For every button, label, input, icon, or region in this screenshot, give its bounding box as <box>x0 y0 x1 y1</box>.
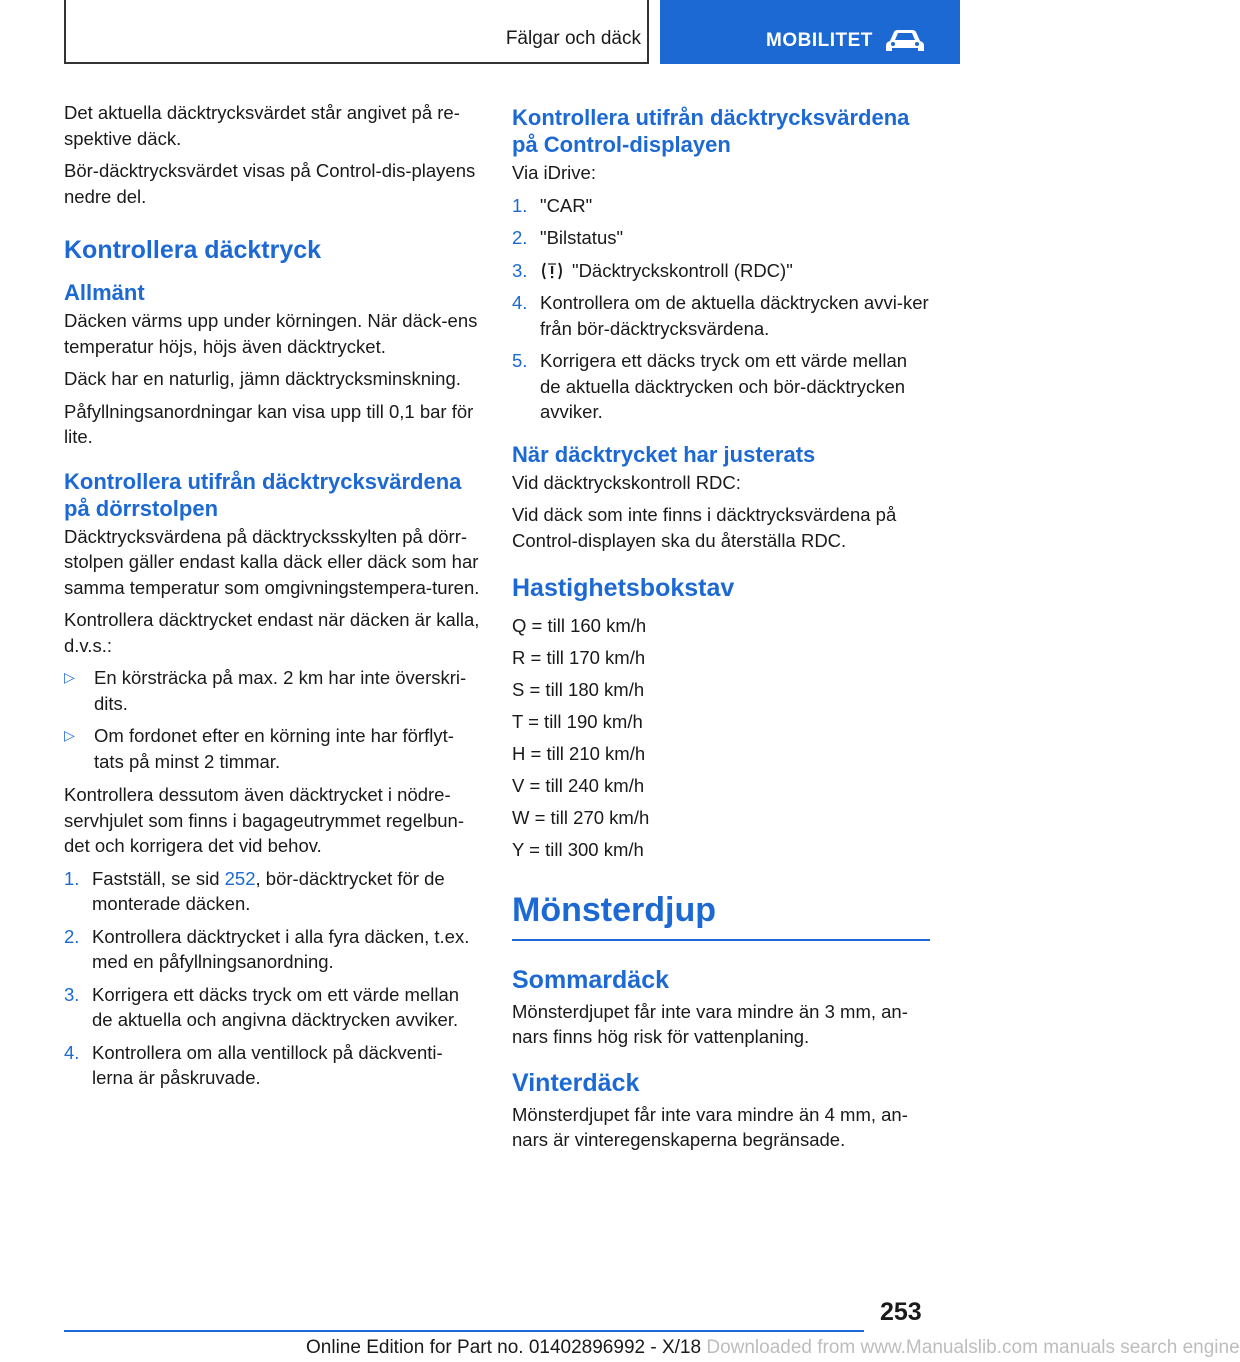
chapter-tab <box>660 0 960 64</box>
paragraph: Kontrollera däcktrycket endast när däcken är kalla, d.v.s.: <box>64 609 480 656</box>
list-item: T = till 190 km/h <box>512 711 643 732</box>
heading-after-adjustment: När däcktrycket har justerats <box>512 441 816 467</box>
heading-tread-depth: Mönsterdjup <box>512 889 930 941</box>
heading-summer-tires: Sommardäck <box>512 965 670 994</box>
list-item: 1. "CAR" <box>512 194 593 216</box>
paragraph: Vid däcktryckskontroll RDC: <box>512 471 741 493</box>
section-title: Fälgar och däck <box>505 28 641 49</box>
speed-rating-list <box>512 613 930 863</box>
list-item: 1. Fastställ, se sid 252, bör-däcktrycket för de monterade däcken. <box>64 867 445 914</box>
paragraph: Däck har en naturlig, jämn däcktrycksminskning. <box>64 368 461 389</box>
paragraph: Däcken värms upp under körningen. När däck-ens temperatur höjs, höjs även däcktrycket. <box>64 310 478 357</box>
page-number: 253 <box>880 1298 922 1326</box>
page-link[interactable]: 252 <box>224 867 256 889</box>
list-item: 2. Kontrollera däcktrycket i alla fyra däcken, t.ex. med en påfyllningsanordning. <box>64 925 470 972</box>
download-watermark: Downloaded from www.Manualslib.com manuals search engine <box>706 1337 1240 1358</box>
heading-display-values: Kontrollera utifrån däcktrycksvärdena på Control-displayen <box>512 105 910 157</box>
steps-list <box>64 866 482 1091</box>
list-item: H = till 210 km/h <box>512 743 646 764</box>
tire-pressure-warning-icon <box>540 261 564 281</box>
paragraph: Via iDrive: <box>512 162 596 183</box>
list-item: Y = till 300 km/h <box>512 839 644 860</box>
triangle-bullet-icon: ▷ <box>64 727 75 743</box>
header-section-box <box>64 0 649 64</box>
list-item: 5. Korrigera ett däcks tryck om ett värde mellan de aktuella däcktrycken och bör-däcktrycken avviker. <box>512 350 908 422</box>
paragraph: Mönsterdjupet får inte vara mindre än 3 mm, an-nars finns hög risk för vattenplaning. <box>512 1000 908 1047</box>
paragraph: Påfyllningsanordningar kan visa upp till 0,1 bar för lite. <box>64 400 474 447</box>
right-column <box>512 100 930 1160</box>
list-item: 4. Kontrollera om alla ventillock på däckventi-lerna är påskruvade. <box>64 1041 443 1088</box>
paragraph: Vid däck som inte finns i däcktrycksvärdena på Control-displayen ska du återställa RDC. <box>512 504 897 551</box>
list-item: 3. "Däcktryckskontroll (RDC)" <box>512 259 793 281</box>
paragraph: Mönsterdjupet får inte vara mindre än 4 mm, an-nars är vinteregenskaperna begränsade. <box>512 1103 908 1150</box>
heading-check-tire-pressure: Kontrollera däcktryck <box>64 236 322 264</box>
paragraph: Det aktuella däcktrycksvärdet står angivet på re-spektive däck. <box>64 102 460 149</box>
left-column <box>64 100 482 1099</box>
list-item: 3. Korrigera ett däcks tryck om ett värde mellan de aktuella och angivna däcktrycken avviker. <box>64 983 460 1030</box>
list-item: 2. "Bilstatus" <box>512 227 624 248</box>
paragraph: Bör-däcktrycksvärdet visas på Control-dis-playens nedre del. <box>64 160 476 207</box>
list-item: ▷ Om fordonet efter en körning inte har förflyt-tats på minst 2 timmar. <box>64 725 454 772</box>
list-item: R = till 170 km/h <box>512 647 646 668</box>
triangle-bullet-icon: ▷ <box>64 669 75 685</box>
list-item: ▷ En körsträcka på max. 2 km har inte överskri-dits. <box>64 667 467 714</box>
list-item: Q = till 160 km/h <box>512 615 647 636</box>
list-item: 4. Kontrollera om de aktuella däcktrycken avvi-ker från bör-däcktrycksvärdena. <box>512 292 929 339</box>
heading-winter-tires: Vinterdäck <box>512 1068 640 1097</box>
chapter-label: MOBILITET <box>766 30 873 51</box>
car-icon <box>884 27 926 55</box>
list-item: S = till 180 km/h <box>512 679 645 700</box>
bullet-list <box>64 665 482 774</box>
footer-text <box>306 1337 1240 1359</box>
heading-general: Allmänt <box>64 280 145 305</box>
list-item: W = till 270 km/h <box>512 807 650 828</box>
edition-text: Online Edition for Part no. 01402896992 - X/18 <box>306 1337 702 1358</box>
footer-divider <box>64 1330 864 1332</box>
heading-doorpost-values: Kontrollera utifrån däcktrycksvärdena på dörrstolpen <box>64 468 462 521</box>
paragraph: Kontrollera dessutom även däcktrycket i nödre-servhjulet som finns i bagageutrymmet regelbun-det och korrigera det vid behov. <box>64 784 464 856</box>
list-item: V = till 240 km/h <box>512 775 645 796</box>
paragraph: Däcktrycksvärdena på däcktrycksskylten på dörr-stolpen gäller endast kalla däck eller däck som har samma temperatur som omgivningstempera-turen. <box>64 525 480 598</box>
heading-speed-rating: Hastighetsbokstav <box>512 574 735 602</box>
idrive-steps-list <box>512 193 930 425</box>
